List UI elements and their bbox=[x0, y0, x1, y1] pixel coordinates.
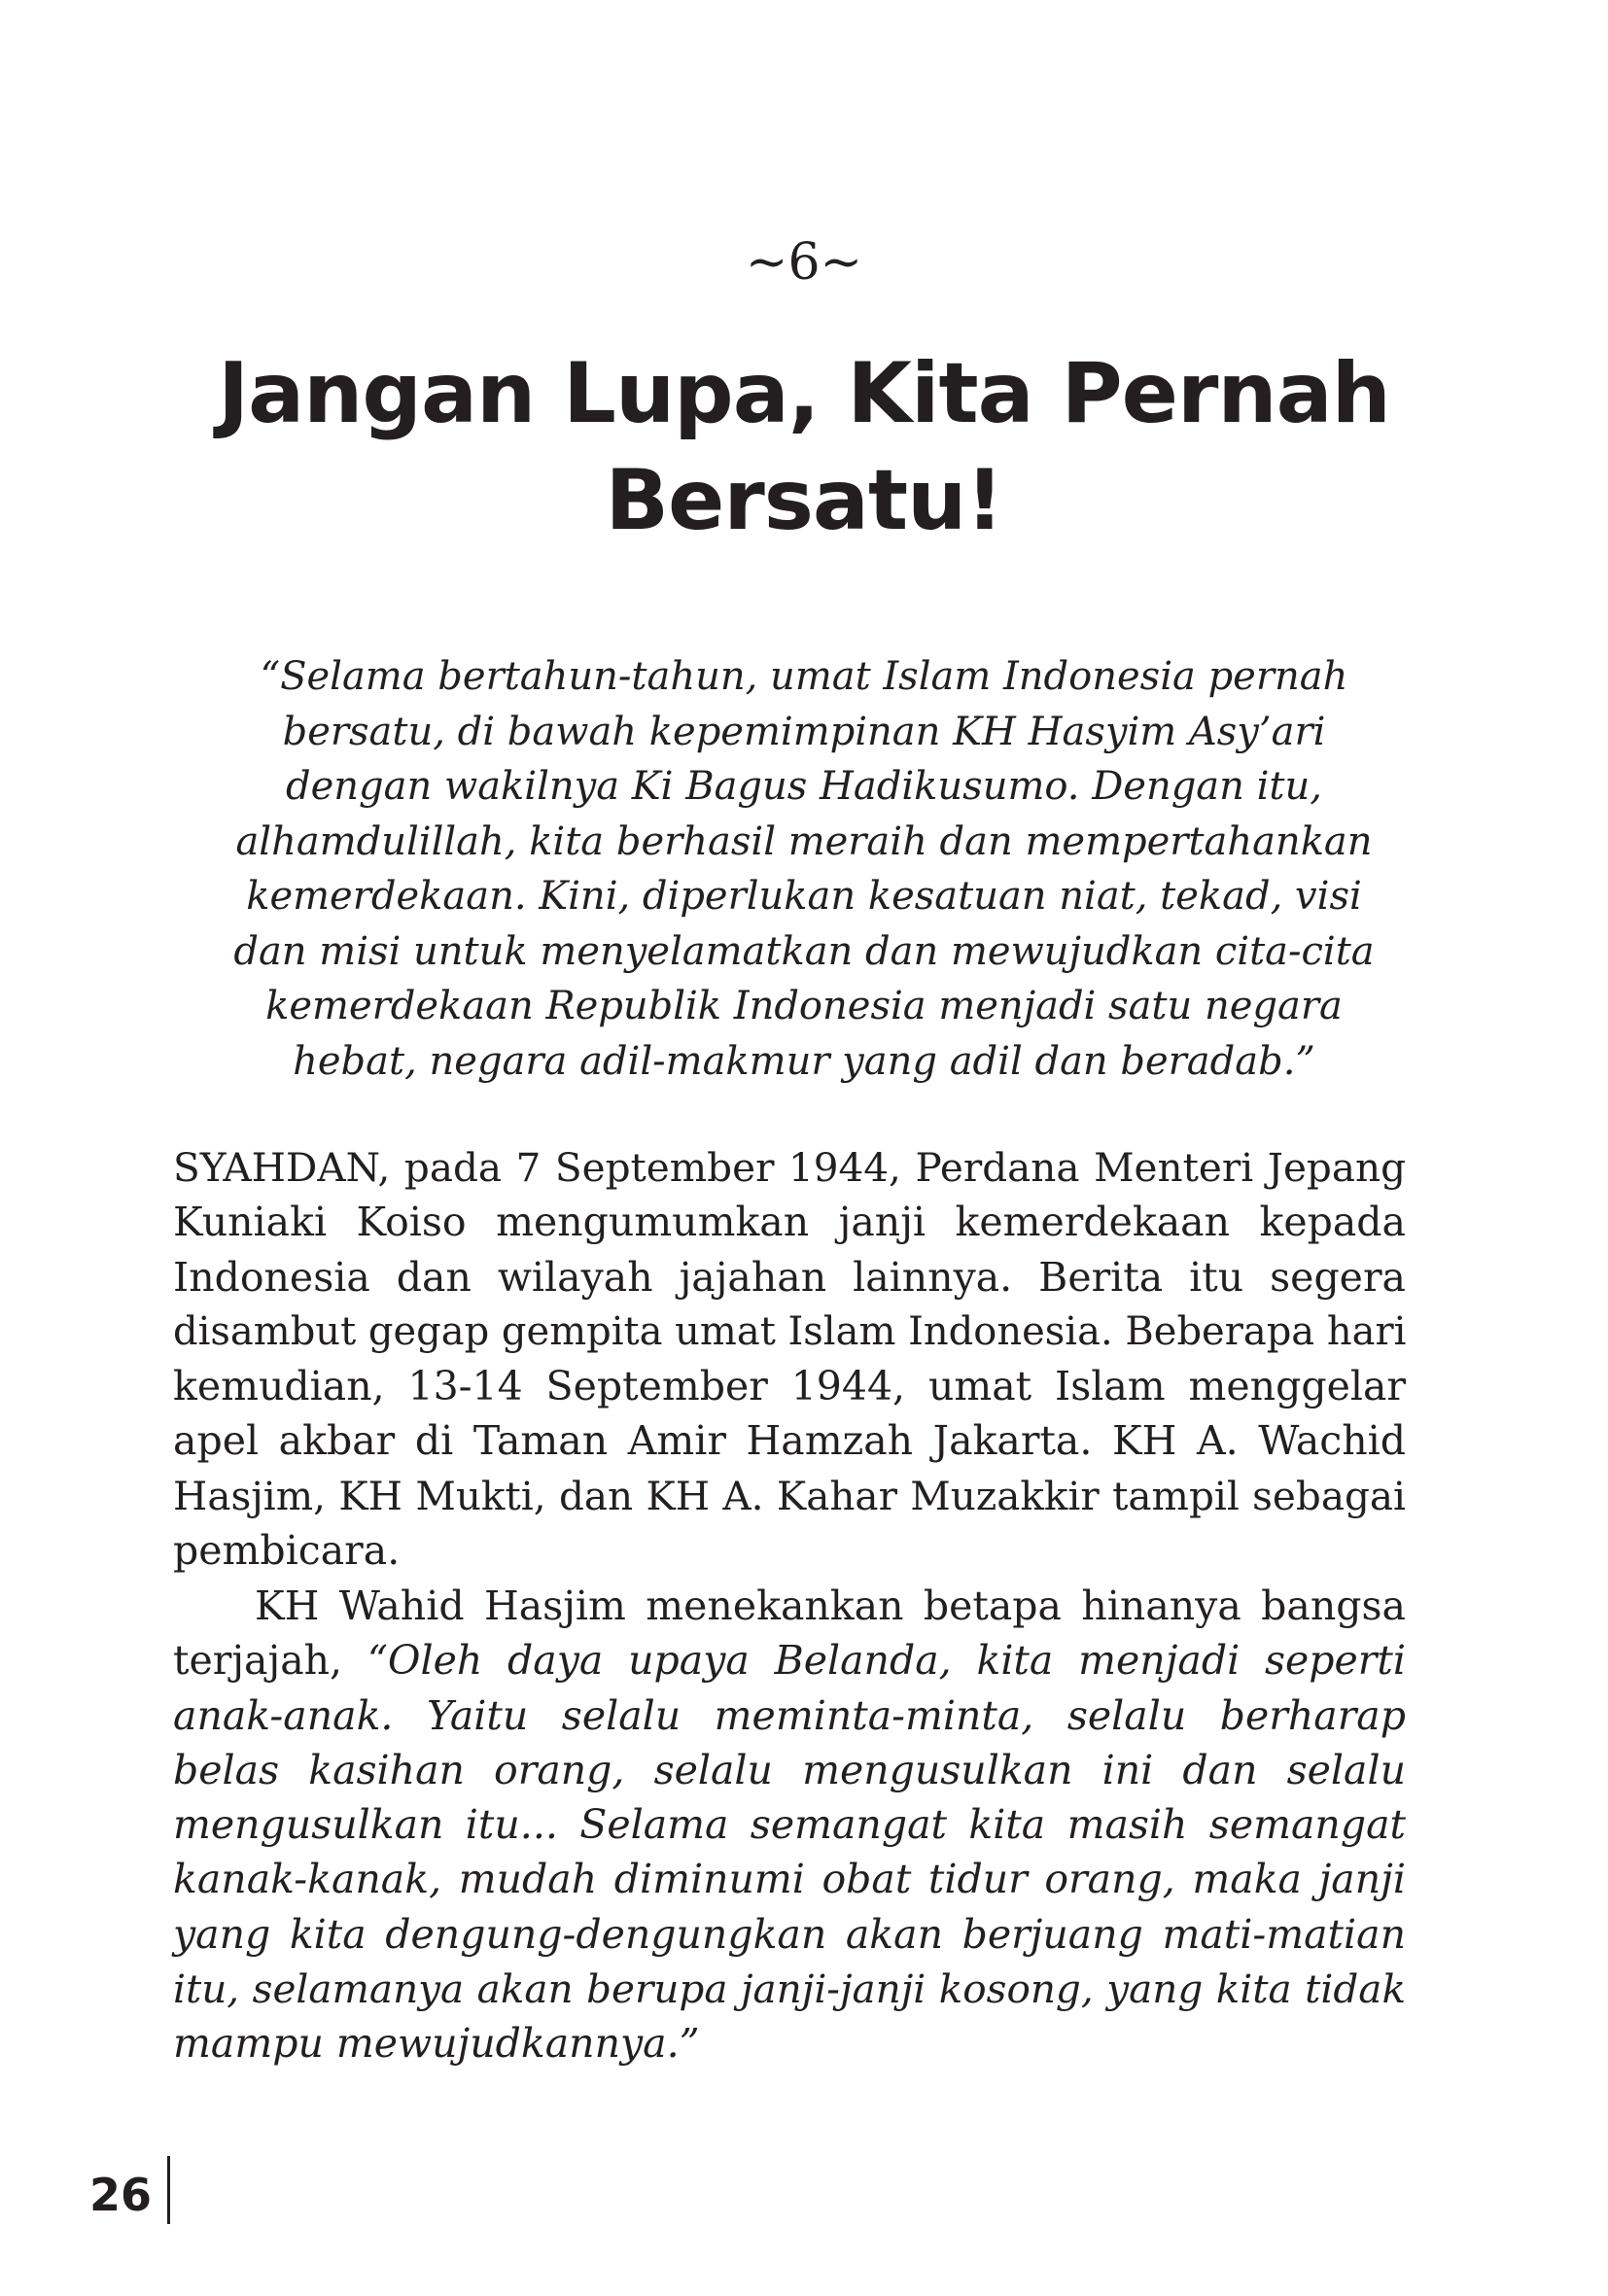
paragraph-line: apel akbar di Taman Amir Hamzah Jakarta. KH A. Wachid bbox=[173, 1417, 1406, 1465]
page-number: 26 bbox=[89, 2169, 153, 2221]
paragraph-line: KH Wahid Hasjim menekankan betapa hinanya bangsa bbox=[255, 1583, 1406, 1629]
paragraph-plain-text: terjajah, bbox=[173, 1637, 367, 1685]
epigraph-line: kemerdekaan. Kini, diperlukan kesatuan niat, tekad, visi bbox=[246, 874, 1362, 919]
epigraph-line: alhamdulillah, kita berhasil meraih dan mempertahankan bbox=[235, 818, 1373, 864]
quote-line: yang kita dengung-dengungkan akan berjuang mati-matian bbox=[173, 1910, 1406, 1958]
paragraph-line: Indonesia dan wilayah jajahan lainnya. Berita itu segera bbox=[173, 1253, 1406, 1301]
paragraph-line-mixed bbox=[173, 1633, 1406, 1687]
epigraph-line: hebat, negara adil-makmur yang adil dan beradab.” bbox=[293, 1038, 1315, 1084]
epigraph-line: dengan wakilnya Ki Bagus Hadikusumo. Dengan itu, bbox=[286, 764, 1322, 809]
chapter-title bbox=[0, 340, 1608, 554]
chapter-title-line-1: Jangan Lupa, Kita Pernah bbox=[218, 345, 1390, 442]
paragraph-line: Kuniaki Koiso mengumumkan janji kemerdekaan kepada bbox=[173, 1199, 1406, 1246]
chapter-ornament: ~6~ bbox=[745, 233, 863, 292]
quote-text: “Oleh daya upaya Belanda, kita menjadi seperti bbox=[367, 1637, 1406, 1685]
quote-line: kanak-kanak, mudah diminumi obat tidur orang, maka janji bbox=[173, 1856, 1406, 1903]
paragraph-line: kemudian, 13-14 September 1944, umat Islam menggelar bbox=[173, 1363, 1406, 1410]
page-number-divider bbox=[167, 2156, 170, 2224]
chapter-title-line-2: Bersatu! bbox=[605, 452, 1003, 549]
quote-line: itu, selamanya akan berupa janji-janji kosong, yang kita tidak bbox=[173, 1966, 1406, 2013]
epigraph-line: “Selama bertahun-tahun, umat Islam Indonesia pernah bbox=[260, 654, 1348, 699]
paragraph-line: disambut gegap gempita umat Islam Indonesia. Beberapa hari bbox=[173, 1308, 1407, 1354]
paragraph-line: pembicara. bbox=[173, 1527, 401, 1575]
paragraph-line: SYAHDAN, pada 7 September 1944, Perdana Menteri Jepang bbox=[173, 1144, 1406, 1191]
epigraph-line: kemerdekaan Republik Indonesia menjadi satu negara bbox=[265, 984, 1343, 1028]
epigraph-line: bersatu, di bawah kepemimpinan KH Hasyim Asy’ari bbox=[282, 709, 1326, 754]
paragraph-line: Hasjim, KH Mukti, dan KH A. Kahar Muzakkir tampil sebagai bbox=[173, 1472, 1406, 1519]
quote-line: anak-anak. Yaitu selalu meminta-minta, selalu berharap bbox=[173, 1691, 1406, 1739]
quote-line: mampu mewujudkannya.” bbox=[173, 2020, 700, 2068]
quote-line: mengusulkan itu... Selama semangat kita masih semangat bbox=[173, 1801, 1406, 1849]
quote-line: belas kasihan orang, selalu mengusulkan ini dan selalu bbox=[173, 1746, 1406, 1793]
body-paragraph-1 bbox=[173, 1140, 1406, 1578]
epigraph-line: dan misi untuk menyelamatkan dan mewujudkan cita-cita bbox=[233, 928, 1375, 974]
body-paragraph-2 bbox=[173, 1579, 1406, 2071]
epigraph-quote bbox=[185, 649, 1423, 1089]
